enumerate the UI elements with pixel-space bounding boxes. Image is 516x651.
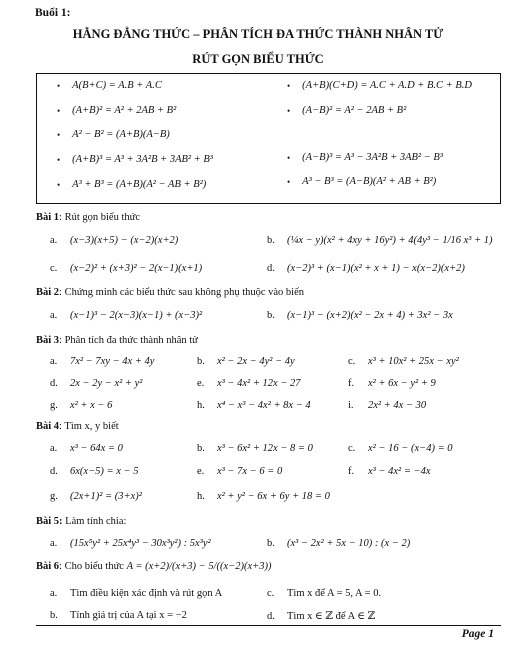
exercise-item: b. (¼x − y)(x² + 4xy + 16y²) + 4(4y³ − 1/16 x³ + 1) <box>267 235 493 246</box>
exercise-item: h. x⁴ − x³ − 4x² + 8x − 4 <box>197 400 311 411</box>
exercise-item: b. Tính giá trị của A tại x = −2 <box>50 610 187 621</box>
formula-item: • (A+B)(C+D) = A.C + A.D + B.C + B.D <box>287 80 473 91</box>
formula-item: • (A+B)² = A² + 2AB + B² <box>57 105 177 116</box>
exercise-2-heading: Bài 2: Chứng minh các biểu thức sau không phụ thuộc vào biến <box>36 287 305 298</box>
exercise-item: b. (x³ − 2x² + 5x − 10) : (x − 2) <box>267 538 411 549</box>
exercise-item: d. Tìm x ∈ ℤ để A ∈ ℤ <box>267 611 376 622</box>
exercise-item: f. x² + 6x − y² + 9 <box>348 378 436 389</box>
exercise-item: b. x² − 2x − 4y² − 4y <box>197 356 295 367</box>
exercise-item: d. 6x(x−5) = x − 5 <box>50 466 139 477</box>
formula-item: • (A−B)³ = A³ − 3A²B + 3AB² − B³ <box>287 152 443 163</box>
exercise-item: a. Tìm điều kiện xác định và rút gọn A <box>50 588 223 599</box>
formula-item: • A³ − B³ = (A−B)(A² + AB + B²) <box>287 176 437 187</box>
exercise-item: b. x³ − 6x² + 12x − 8 = 0 <box>197 443 313 454</box>
footer-divider <box>36 625 501 626</box>
formula-box <box>36 73 501 204</box>
exercise-item: c. Tìm x để A = 5, A = 0. <box>267 588 382 599</box>
exercise-item: c. x² − 16 − (x−4) = 0 <box>348 443 453 454</box>
exercise-item: f. x³ − 4x² = −4x <box>348 466 431 477</box>
formula-item: • (A+B)³ = A³ + 3A²B + 3AB² + B³ <box>57 154 213 165</box>
exercise-item: a. (x−1)³ − 2(x−3)(x−1) + (x−3)² <box>50 310 203 321</box>
formula-item: • A(B+C) = A.B + A.C <box>57 80 162 91</box>
exercise-item: g. x² + x − 6 <box>50 400 113 411</box>
formula-item: • A³ + B³ = (A+B)(A² − AB + B²) <box>57 179 207 190</box>
expression-A: A = (x+2)/(x+3) − 5/((x−2)(x+3)) <box>126 561 272 572</box>
exercise-item: g. (2x+1)² = (3+x)² <box>50 491 142 502</box>
document-title: HẰNG ĐẲNG THỨC – PHÂN TÍCH ĐA THỨC THÀNH NHÂN TỬ <box>72 27 444 41</box>
exercise-item: h. x² + y² − 6x + 6y + 18 = 0 <box>197 491 330 502</box>
exercise-item: i. 2x² + 4x − 30 <box>348 400 427 411</box>
exercise-item: e. x³ − 7x − 6 = 0 <box>197 466 283 477</box>
session-label: Buổi 1: <box>35 7 71 19</box>
exercise-item: e. x³ − 4x² + 12x − 27 <box>197 378 301 389</box>
exercise-3-heading: Bài 3: Phân tích đa thức thành nhân tử <box>36 335 198 346</box>
exercise-item: a. x³ − 64x = 0 <box>50 443 123 454</box>
exercise-item: a. 7x² − 7xy − 4x + 4y <box>50 356 155 367</box>
exercise-item: d. 2x − 2y − x² + y² <box>50 378 143 389</box>
exercise-item: b. (x−1)³ − (x+2)(x² − 2x + 4) + 3x² − 3x <box>267 310 453 321</box>
exercise-4-heading: Bài 4: Tìm x, y biết <box>36 421 119 432</box>
exercise-1-heading: Bài 1: Rút gọn biểu thức <box>36 212 140 223</box>
exercise-item: c. (x−2)² + (x+3)² − 2(x−1)(x+1) <box>50 263 203 274</box>
exercise-item: a. (x−3)(x+5) − (x−2)(x+2) <box>50 235 179 246</box>
document-subtitle: RÚT GỌN BIỂU THỨC <box>192 52 324 66</box>
formula-item: • (A−B)² = A² − 2AB + B² <box>287 105 407 116</box>
exercise-6-heading: Bài 6: Cho biểu thức A = (x+2)/(x+3) − 5/((x−2)(x+3)) <box>36 561 272 572</box>
formula-item: • A² − B² = (A+B)(A−B) <box>57 129 170 140</box>
exercise-item: a. (15x⁵y² + 25x⁴y³ − 30x³y²) : 5x³y² <box>50 538 211 549</box>
exercise-item: c. x³ + 10x² + 25x − xy² <box>348 356 459 367</box>
page-number: Page 1 <box>461 628 494 640</box>
exercise-item: d. (x−2)³ + (x−1)(x² + x + 1) − x(x−2)(x+2) <box>267 263 465 274</box>
exercise-5-heading: Bài 5: Làm tính chia: <box>36 516 127 527</box>
